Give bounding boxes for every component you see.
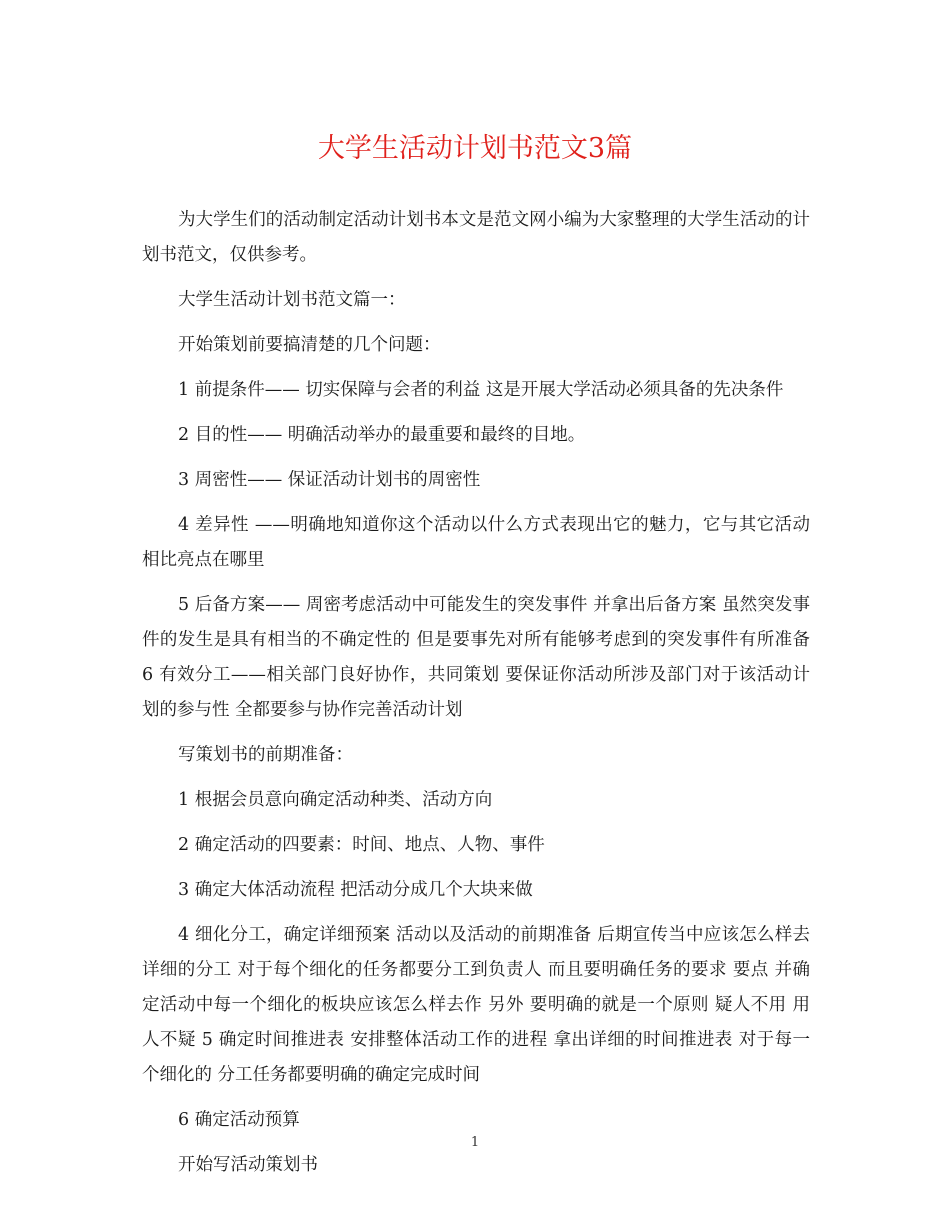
- document-body: [142, 203, 810, 1193]
- paragraph-item-1: 1 前提条件—— 切实保障与会者的利益 这是开展大学活动必须具备的先决条件: [178, 380, 784, 400]
- paragraph-item-2: 2 目的性—— 明确活动举办的最重要和最终的目地。: [178, 425, 586, 445]
- paragraph-heading-part-one: 大学生活动计划书范文篇一：: [178, 290, 406, 310]
- paragraph-item-5: 5 后备方案—— 周密考虑活动中可能发生的突发事件 并拿出后备方案 虽然突发事件的发生是具有相当的不确定性的 但是要事先对所有能够考虑到的突发事件有所准备 6 有效分工——相关部门良好协作，共同策划 要保证你活动所涉及部门对于该活动计划的参与性 全都要参与协作完善活动计划: [142, 595, 810, 720]
- paragraph-intro: 为大学生们的活动制定活动计划书本文是范文网小编为大家整理的大学生活动的计划书范文，仅供参考。: [142, 210, 810, 265]
- document-title: 大学生活动计划书范文3篇: [317, 133, 633, 164]
- paragraph-prep-6: 6 确定活动预算: [178, 1110, 300, 1130]
- paragraph-prep-2: 2 确定活动的四要素：时间、地点、人物、事件: [178, 835, 545, 855]
- paragraph-questions-heading: 开始策划前要搞清楚的几个问题：: [178, 335, 441, 355]
- paragraph-item-4: 4 差异性 ——明确地知道你这个活动以什么方式表现出它的魅力，它与其它活动相比亮点在哪里: [142, 515, 810, 570]
- paragraph-prep-4: 4 细化分工，确定详细预案 活动以及活动的前期准备 后期宣传当中应该怎么样去详细的分工 对于每个细化的任务都要分工到负责人 而且要明确任务的要求 要点 并确定活动中每一个细化的板块应该怎么样去作 另外 要明确的就是一个原则 疑人不用 用人不疑 5 确定时间推进表 安排整体活动工作的进程 拿出详细的时间推进表 对于每一个细化的 分工任务都要明确的确定完成时间: [142, 925, 810, 1085]
- paragraph-start-writing: 开始写活动策划书: [178, 1155, 318, 1175]
- paragraph-prep-heading: 写策划书的前期准备：: [178, 745, 353, 765]
- page-number: 1: [470, 1135, 480, 1150]
- paragraph-prep-1: 1 根据会员意向确定活动种类、活动方向: [178, 790, 493, 810]
- paragraph-item-3: 3 周密性—— 保证活动计划书的周密性: [178, 470, 481, 490]
- paragraph-prep-3: 3 确定大体活动流程 把活动分成几个大块来做: [178, 880, 533, 900]
